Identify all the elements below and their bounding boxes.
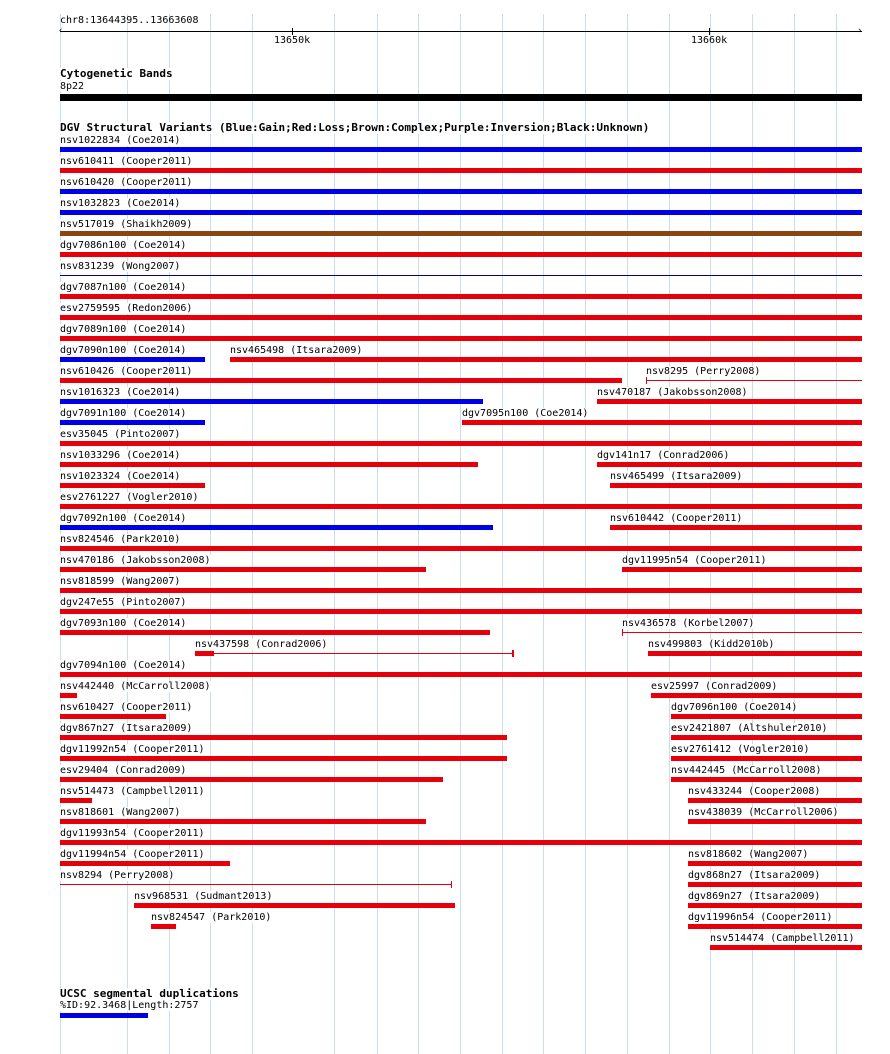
dgv-feature-nsv465498[interactable] — [230, 357, 862, 362]
dgv-feature-dgv7093n100[interactable] — [60, 630, 490, 635]
segdup-item-label: %ID:92.3468|Length:2757 — [60, 1000, 199, 1011]
dgv-feature-label: nsv818602 (Wang2007) — [688, 849, 809, 860]
dgv-feature-dgv11994n54[interactable] — [60, 861, 230, 866]
dgv-feature-label: dgv7089n100 (Coe2014) — [60, 324, 187, 335]
dgv-feature-label: dgv7096n100 (Coe2014) — [671, 702, 798, 713]
dgv-feature-label: dgv7095n100 (Coe2014) — [462, 408, 589, 419]
dgv-feature-dgv11995n54[interactable] — [622, 567, 862, 572]
dgv-feature-label: dgv7086n100 (Coe2014) — [60, 240, 187, 251]
dgv-feature-nsv818601[interactable] — [60, 819, 426, 824]
dgv-feature-nsv8295[interactable] — [646, 380, 862, 381]
dgv-feature-label: dgv7090n100 (Coe2014) — [60, 345, 187, 356]
dgv-feature-label: nsv1033296 (Coe2014) — [60, 450, 181, 461]
dgv-feature-label: nsv818601 (Wang2007) — [60, 807, 181, 818]
dgv-feature-dgv7090n100[interactable] — [60, 357, 205, 362]
dgv-feature-label: esv29404 (Conrad2009) — [60, 765, 187, 776]
dgv-feature-label: esv35045 (Pinto2007) — [60, 429, 181, 440]
dgv-feature-nsv1033296[interactable] — [60, 462, 478, 467]
dgv-feature-nsv437598[interactable] — [195, 653, 514, 654]
dgv-feature-nsv514474[interactable] — [710, 945, 862, 950]
dgv-feature-dgv869n27[interactable] — [688, 903, 862, 908]
cytoband-track-title: Cytogenetic Bands — [60, 67, 173, 80]
dgv-feature-label: nsv438039 (McCarroll2006) — [688, 807, 839, 818]
dgv-feature-label: nsv514474 (Campbell2011) — [710, 933, 855, 944]
dgv-feature-esv2761412[interactable] — [671, 756, 862, 761]
cytoband-8p22[interactable] — [60, 94, 862, 101]
dgv-feature-nsv1022834[interactable] — [60, 147, 862, 152]
dgv-feature-label: dgv141n17 (Conrad2006) — [597, 450, 730, 461]
dgv-feature-nsv610411[interactable] — [60, 168, 862, 173]
dgv-feature-label: esv2421807 (Altshuler2010) — [671, 723, 828, 734]
dgv-feature-label: dgv11994n54 (Cooper2011) — [60, 849, 205, 860]
dgv-feature-dgv247e55[interactable] — [60, 609, 862, 614]
dgv-feature-dgv7095n100[interactable] — [462, 420, 862, 425]
ruler-tick-label-13660k: 13660k — [691, 35, 728, 46]
dgv-feature-nsv465499[interactable] — [610, 483, 862, 488]
ruler-line — [60, 31, 862, 32]
dgv-feature-block[interactable] — [195, 651, 214, 656]
segdup-track-title: UCSC segmental duplications — [60, 987, 239, 1000]
dgv-feature-label: dgv11992n54 (Cooper2011) — [60, 744, 205, 755]
dgv-feature-end-tick — [451, 881, 452, 888]
ruler-left-arrow-icon: ‹ — [58, 26, 64, 36]
dgv-feature-dgv7087n100[interactable] — [60, 294, 862, 299]
dgv-feature-nsv818602[interactable] — [688, 861, 862, 866]
dgv-feature-label: dgv247e55 (Pinto2007) — [60, 597, 187, 608]
dgv-feature-nsv824546[interactable] — [60, 546, 862, 551]
dgv-feature-label: nsv824547 (Park2010) — [151, 912, 272, 923]
dgv-feature-label: dgv11996n54 (Cooper2011) — [688, 912, 833, 923]
ruler-right-arrow-icon: › — [857, 26, 863, 36]
segdup-bar[interactable] — [60, 1013, 148, 1018]
cytoband-label: 8p22 — [60, 81, 85, 92]
dgv-feature-dgv11992n54[interactable] — [60, 756, 507, 761]
dgv-feature-nsv610426[interactable] — [60, 378, 622, 383]
dgv-feature-label: esv25997 (Conrad2009) — [651, 681, 778, 692]
dgv-feature-nsv433244[interactable] — [688, 798, 862, 803]
dgv-feature-label: nsv465498 (Itsara2009) — [230, 345, 363, 356]
dgv-feature-nsv1023324[interactable] — [60, 483, 205, 488]
dgv-feature-label: nsv433244 (Cooper2008) — [688, 786, 821, 797]
dgv-feature-nsv610427[interactable] — [60, 714, 166, 719]
dgv-feature-label: dgv7094n100 (Coe2014) — [60, 660, 187, 671]
dgv-feature-label: nsv499803 (Kidd2010b) — [648, 639, 775, 650]
dgv-feature-label: nsv1023324 (Coe2014) — [60, 471, 181, 482]
dgv-feature-dgv141n17[interactable] — [597, 462, 862, 467]
dgv-feature-label: nsv470187 (Jakobsson2008) — [597, 387, 748, 398]
dgv-feature-label: nsv436578 (Korbel2007) — [622, 618, 755, 629]
dgv-feature-esv29404[interactable] — [60, 777, 443, 782]
dgv-track-title: DGV Structural Variants (Blue:Gain;Red:Loss;Brown:Complex;Purple:Inversion;Black:Unknown) — [60, 121, 650, 134]
dgv-feature-nsv610442[interactable] — [610, 525, 862, 530]
ruler-tick-label-13650k: 13650k — [274, 35, 311, 46]
dgv-feature-block[interactable] — [512, 650, 514, 657]
ruler-tick-13660k — [709, 28, 710, 35]
dgv-feature-label: nsv437598 (Conrad2006) — [195, 639, 328, 650]
dgv-feature-esv2761227[interactable] — [60, 504, 862, 509]
dgv-feature-label: nsv442445 (McCarroll2008) — [671, 765, 822, 776]
dgv-feature-label: esv2761412 (Vogler2010) — [671, 744, 810, 755]
dgv-feature-dgv11993n54[interactable] — [60, 840, 862, 845]
dgv-feature-end-tick — [646, 377, 647, 384]
dgv-feature-nsv438039[interactable] — [688, 819, 862, 824]
dgv-feature-label: nsv610426 (Cooper2011) — [60, 366, 193, 377]
dgv-feature-dgv7096n100[interactable] — [671, 714, 862, 719]
dgv-feature-nsv470186[interactable] — [60, 567, 426, 572]
dgv-feature-label: dgv11995n54 (Cooper2011) — [622, 555, 767, 566]
dgv-feature-dgv7089n100[interactable] — [60, 336, 862, 341]
dgv-feature-nsv436578[interactable] — [622, 632, 862, 633]
dgv-feature-label: dgv867n27 (Itsara2009) — [60, 723, 193, 734]
dgv-feature-label: nsv8294 (Perry2008) — [60, 870, 175, 881]
dgv-feature-label: nsv1022834 (Coe2014) — [60, 135, 181, 146]
dgv-feature-nsv831239[interactable] — [60, 275, 862, 276]
position-label: chr8:13644395..13663608 — [60, 15, 199, 26]
dgv-feature-dgv7094n100[interactable] — [60, 672, 862, 677]
dgv-feature-label: dgv7087n100 (Coe2014) — [60, 282, 187, 293]
dgv-feature-dgv7092n100[interactable] — [60, 525, 493, 530]
dgv-feature-label: nsv610411 (Cooper2011) — [60, 156, 193, 167]
dgv-feature-label: esv2759595 (Redon2006) — [60, 303, 193, 314]
dgv-feature-nsv442445[interactable] — [671, 777, 862, 782]
dgv-feature-esv2421807[interactable] — [671, 735, 862, 740]
dgv-feature-esv2759595[interactable] — [60, 315, 862, 320]
dgv-feature-label: esv2761227 (Vogler2010) — [60, 492, 199, 503]
dgv-feature-nsv517019[interactable] — [60, 231, 862, 236]
dgv-feature-nsv968531[interactable] — [134, 903, 455, 908]
dgv-feature-label: nsv831239 (Wong2007) — [60, 261, 181, 272]
dgv-feature-label: dgv7091n100 (Coe2014) — [60, 408, 187, 419]
dgv-feature-dgv7091n100[interactable] — [60, 420, 205, 425]
dgv-feature-nsv610420[interactable] — [60, 189, 862, 194]
dgv-feature-nsv514473[interactable] — [60, 798, 92, 803]
dgv-feature-label: nsv824546 (Park2010) — [60, 534, 181, 545]
dgv-feature-label: nsv610420 (Cooper2011) — [60, 177, 193, 188]
dgv-feature-label: nsv470186 (Jakobsson2008) — [60, 555, 211, 566]
dgv-feature-label: nsv968531 (Sudmant2013) — [134, 891, 273, 902]
dgv-feature-nsv470187[interactable] — [597, 399, 862, 404]
dgv-feature-nsv8294[interactable] — [60, 884, 451, 885]
dgv-feature-label: nsv610427 (Cooper2011) — [60, 702, 193, 713]
dgv-feature-end-tick — [622, 629, 623, 636]
dgv-feature-label: nsv442440 (McCarroll2008) — [60, 681, 211, 692]
dgv-feature-label: nsv8295 (Perry2008) — [646, 366, 761, 377]
dgv-feature-label: nsv1016323 (Coe2014) — [60, 387, 181, 398]
dgv-feature-dgv867n27[interactable] — [60, 735, 507, 740]
dgv-feature-label: nsv818599 (Wang2007) — [60, 576, 181, 587]
dgv-feature-label: nsv465499 (Itsara2009) — [610, 471, 743, 482]
dgv-feature-label: nsv610442 (Cooper2011) — [610, 513, 743, 524]
dgv-feature-label: nsv517019 (Shaikh2009) — [60, 219, 193, 230]
dgv-feature-label: dgv868n27 (Itsara2009) — [688, 870, 821, 881]
dgv-feature-label: nsv514473 (Campbell2011) — [60, 786, 205, 797]
dgv-feature-label: dgv11993n54 (Cooper2011) — [60, 828, 205, 839]
dgv-feature-dgv11996n54[interactable] — [688, 924, 862, 929]
dgv-feature-label: nsv1032823 (Coe2014) — [60, 198, 181, 209]
dgv-feature-nsv442440[interactable] — [60, 693, 77, 698]
dgv-feature-esv35045[interactable] — [60, 441, 862, 446]
dgv-feature-esv25997[interactable] — [651, 693, 862, 698]
dgv-feature-label: dgv7093n100 (Coe2014) — [60, 618, 187, 629]
dgv-feature-label: dgv869n27 (Itsara2009) — [688, 891, 821, 902]
dgv-feature-nsv1016323[interactable] — [60, 399, 483, 404]
dgv-feature-label: dgv7092n100 (Coe2014) — [60, 513, 187, 524]
dgv-feature-nsv818599[interactable] — [60, 588, 862, 593]
dgv-feature-nsv1032823[interactable] — [60, 210, 862, 215]
dgv-feature-nsv824547[interactable] — [151, 924, 176, 929]
dgv-feature-dgv868n27[interactable] — [688, 882, 862, 887]
ruler-tick-13650k — [292, 28, 293, 35]
dgv-feature-nsv499803[interactable] — [648, 651, 862, 656]
dgv-feature-dgv7086n100[interactable] — [60, 252, 862, 257]
